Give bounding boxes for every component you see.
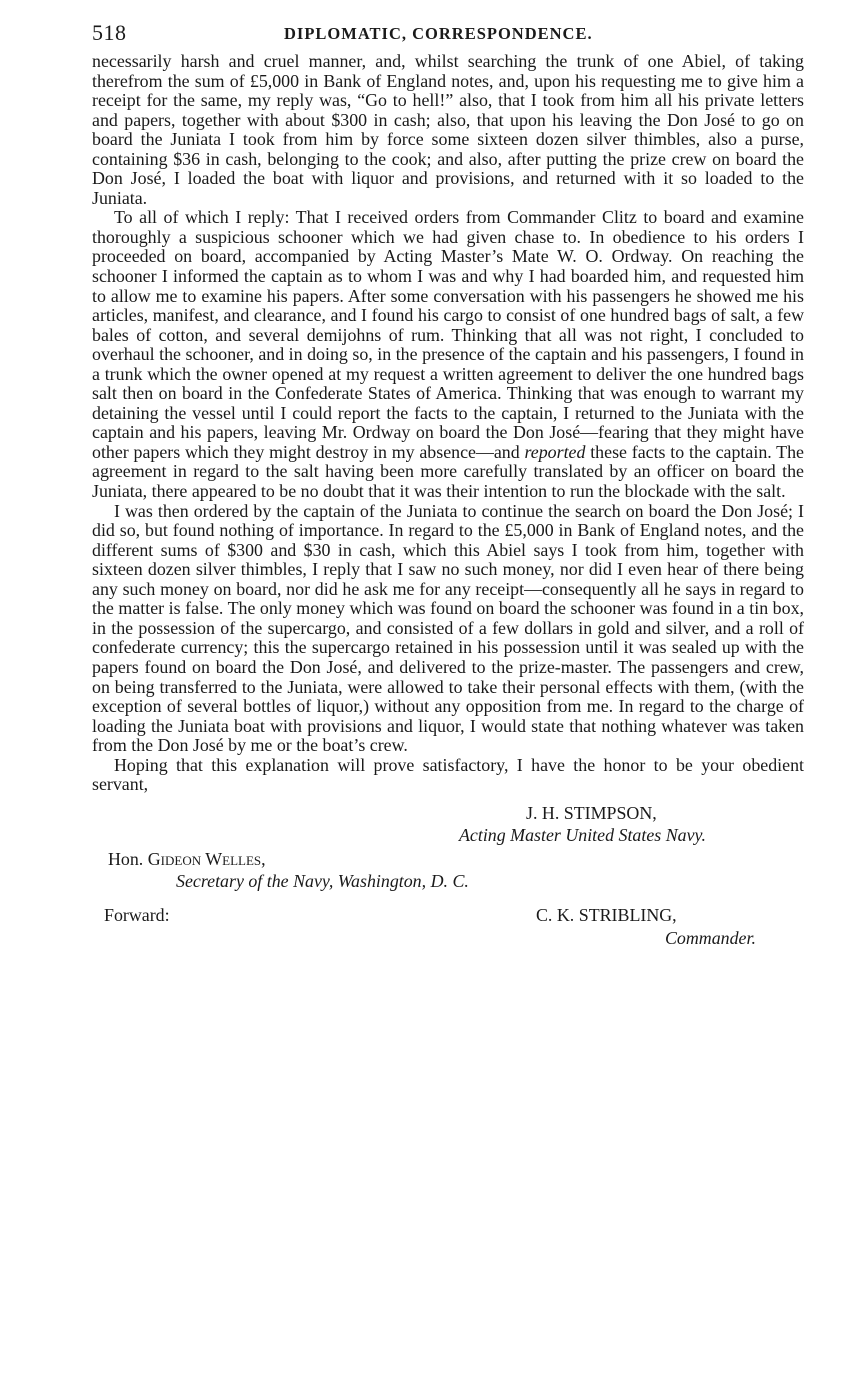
- italic-text-run: reported: [524, 441, 586, 462]
- document-page: [92, 16, 804, 995]
- addressee-prefix: Hon.: [108, 848, 148, 869]
- addressee-line: [108, 849, 266, 869]
- paragraph: [92, 208, 804, 501]
- paragraph: [92, 502, 804, 756]
- addressee-title: Secretary of the Navy, Washington, D. C.: [176, 870, 469, 891]
- text-run: these facts to the captain. The agreement in regard to the salt having been more carefully translated by an officer on board the Juniata, there appeared to be no doubt that it was their intention to run the blockade with the salt.: [92, 441, 805, 502]
- page-header: [92, 16, 804, 52]
- text-run: Hoping that this explanation will prove satisfactory, I have the honor to be your obedient servant,: [92, 754, 804, 795]
- paragraph: [92, 756, 804, 795]
- signer-name: J. H. STIMPSON,: [526, 802, 657, 823]
- signer-title: Acting Master United States Navy.: [459, 824, 706, 845]
- paragraph: [92, 52, 804, 208]
- addressee-name: Gideon Welles,: [147, 848, 266, 869]
- forwarder-name: C. K. STRIBLING,: [536, 904, 677, 925]
- text-run: To all of which I reply: That I received orders from Commander Clitz to board and examine thoroughly a suspicious schooner which we had given chase to. In obedience to his orders I proceeded on board, accompanied by Acting Master’s Mate W. O. Ordway. On reaching the schooner I informed the captain as to whom I was and why I had boarded him, and requested him to allow me to examine his papers. After some conversation with his passengers he showed me his articles, manifest, and clearance, and I found his cargo to consist of one hundred bags of salt, a few bales of cotton, and several demijohns of rum. Thinking that all was not right, I concluded to overhaul the schooner, and in doing so, in the presence of the captain and his passengers, I found in a trunk which the owner opened at my request a written agreement to deliver the one hundred bags salt then on board in the Confederate States of America. Thinking that was enough to warrant my detaining the vessel until I could report the facts to the captain, I returned to the Juniata with the captain and his papers, leaving Mr. Ordway on board the Don José—fearing that they might have other papers which they might destroy in my absence—and: [92, 207, 804, 462]
- text-run: necessarily harsh and cruel manner, and, whilst searching the trunk of one Abiel, of taking therefrom the sum of £5,000 in Bank of England notes, and, upon his requesting me to give him a receipt for the same, my reply was, “Go to hell!” also, that I took from him all his private letters and papers, together with about $300 in cash; also, that upon his leaving the Don José to go on board the Juniata I took from him by force some sixteen dozen silver thimbles, also a purse, containing $36 in cash, belonging to the cook; and also, after putting the prize crew on board the Don José, I loaded the boat with liquor and provisions, and returned with it so loaded to the Juniata.: [92, 51, 804, 208]
- signature-block: [92, 795, 804, 995]
- page-number: 518: [92, 20, 127, 45]
- letter-body: [92, 52, 804, 795]
- text-run: I was then ordered by the captain of the Juniata to continue the search on board the Don José; I did so, but found nothing of importance. In regard to the £5,000 in Bank of England notes, and the different sums of $300 and $30 in cash, which this Abiel says I took from him, together with sixteen dozen silver thimbles, I reply that I saw no such money, nor did I even hear of there being any such money on board, nor did he ask me for any receipt—consequently all he says in regard to the matter is false. The only money which was found on board the schooner was found in a tin box, in the possession of the supercargo, and consisted of a few dollars in gold and silver, and a roll of confederate currency; this the supercargo retained in his possession until it was sealed up with the papers found on board the Don José, and delivered to the prize-master. The passengers and crew, on being transferred to the Juniata, were allowed to take their personal effects with them, (with the exception of several bottles of liquor,) without any opposition from me. In regard to the charge of loading the Juniata boat with provisions and liquor, I would state that nothing whatever was taken from the Don José by me or the boat’s crew.: [92, 500, 804, 756]
- running-head: DIPLOMATIC, CORRESPONDENCE.: [284, 24, 593, 43]
- forwarder-title: Commander.: [665, 927, 756, 948]
- forward-label: Forward:: [104, 904, 170, 925]
